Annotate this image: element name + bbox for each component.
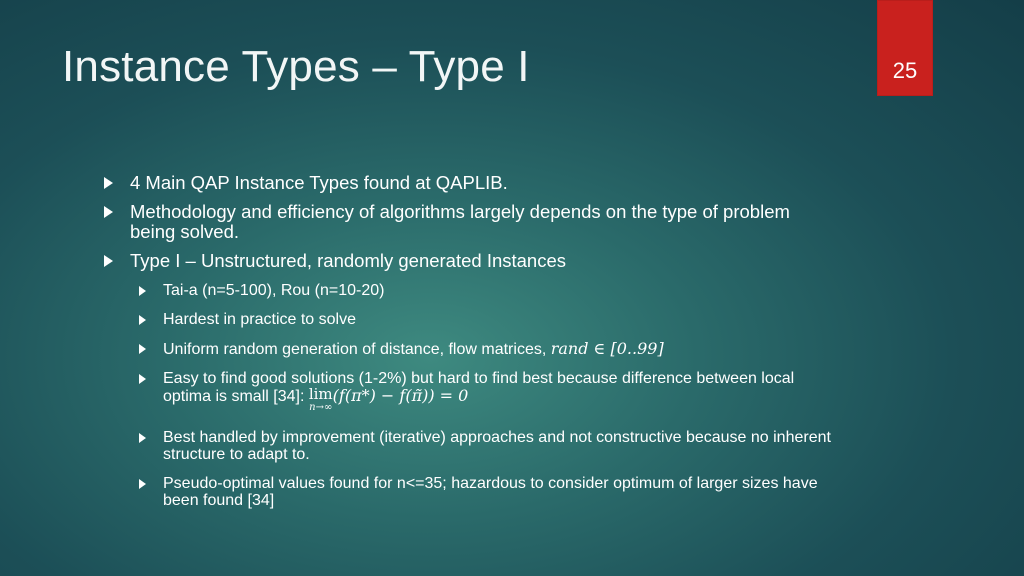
bullet-item [100,173,840,193]
arrow-bullet-icon [139,374,146,384]
slide-title: Instance Types – Type I [62,42,530,91]
limit-operator [309,387,333,415]
bullet-item [100,202,840,242]
arrow-bullet-icon [104,206,113,218]
sub-bullet-item [136,282,840,299]
arrow-bullet-icon [139,433,146,443]
bullet-text: 4 Main QAP Instance Types found at QAPLIB. [130,172,508,193]
sub-bullet-text: Easy to find good solutions (1-2%) but hard to find best because difference between local optima is small [34]: [163,370,795,405]
sub-bullet-item [136,311,840,328]
arrow-bullet-icon [139,344,146,354]
bullet-item [100,251,840,271]
sub-bullet-text: Pseudo-optimal values found for n<=35; hazardous to consider optimum of larger sizes have been found [34] [163,475,818,509]
page-number: 25 [892,58,918,83]
bullet-list [100,173,840,521]
arrow-bullet-icon [104,177,113,189]
sub-bullet-item [136,340,840,358]
math-expression: (f(π*) − f(π̃)) = 0 [332,386,469,405]
arrow-bullet-icon [139,315,146,325]
page-number-tab [877,0,933,96]
sub-bullet-item [136,429,840,463]
limit-subscript: n→∞ [309,402,333,413]
arrow-bullet-icon [139,286,146,296]
limit-label: lim [308,385,333,403]
sub-bullet-item [136,475,840,509]
bullet-text: Type I – Unstructured, randomly generated Instances [130,250,567,271]
sub-bullet-text: Tai-a (n=5-100), Rou (n=10-20) [163,282,385,299]
sub-bullet-text: Best handled by improvement (iterative) approaches and not constructive because no inherent structure to adapt to. [163,429,831,463]
sub-bullet-item [136,370,840,415]
sub-bullet-text: Uniform random generation of distance, flow matrices, [163,341,551,358]
bullet-text: Methodology and efficiency of algorithms largely depends on the type of problem being solved. [130,201,790,242]
sub-bullet-text: Hardest in practice to solve [163,311,356,328]
arrow-bullet-icon [139,479,146,489]
math-expression: rand ∈ [0..99] [550,339,664,358]
arrow-bullet-icon [104,255,113,267]
